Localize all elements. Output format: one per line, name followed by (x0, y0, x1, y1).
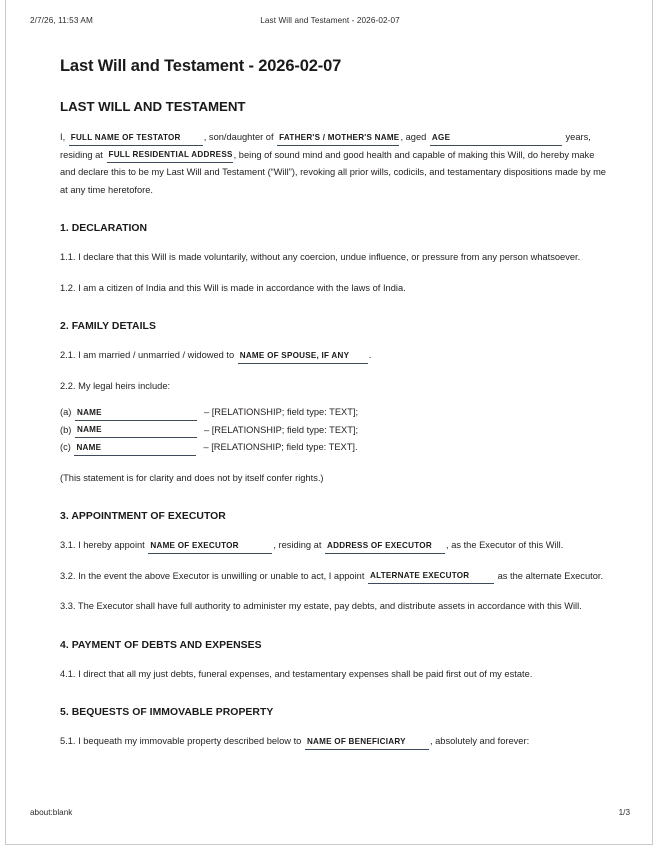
heir-marker-a: (a) (60, 407, 72, 417)
heir-descriptor-a: – [RELATIONSHIP; field type: TEXT]; (203, 407, 359, 417)
field-age[interactable]: AGE (430, 132, 562, 146)
family-details-note: (This statement is for clarity and does not by itself confer rights.) (60, 472, 324, 483)
clause-2-2: 2.2. My legal heirs include: (60, 380, 171, 391)
field-address-of-executor[interactable]: ADDRESS OF EXECUTOR (325, 540, 445, 554)
print-header-datetime: 2/7/26, 11:53 AM (30, 16, 93, 25)
clause-2-1-text-post: . (368, 350, 372, 360)
preamble-text-2: , son/daughter of (203, 132, 274, 142)
clause-2-1 (60, 347, 608, 365)
section-heading-declaration: 1. DECLARATION (60, 223, 148, 234)
legal-heirs-list (60, 404, 608, 457)
heir-descriptor-b: – [RELATIONSHIP; field type: TEXT]; (203, 424, 359, 435)
print-preview-page (5, 0, 653, 845)
print-header (6, 16, 654, 30)
preamble-paragraph (60, 129, 608, 199)
clause-4-1: 4.1. I direct that all my just debts, funeral expenses, and testamentary expenses shall be paid first out of my estate. (60, 668, 533, 679)
field-heir-name-c[interactable]: NAME (74, 442, 196, 456)
section-heading-family-details: 2. FAMILY DETAILS (60, 321, 156, 332)
preamble-text-1: I, (60, 132, 66, 142)
clause-1-1: 1.1. I declare that this Will is made voluntarily, without any coercion, undue influence, or pressure from any person whatsoever. (60, 252, 581, 262)
page-title: Last Will and Testament - 2026-02-07 (60, 57, 342, 75)
print-footer-url: about:blank (30, 808, 73, 817)
document-body (60, 56, 608, 751)
clause-5-1 (60, 733, 608, 751)
clause-3-1-text-pre: 3.1. I hereby appoint (60, 540, 145, 550)
preamble-text-3: , aged (400, 132, 427, 142)
clause-3-1-text-mid: , residing at (273, 540, 322, 550)
clause-5-1-text-post: , absolutely and forever: (429, 736, 530, 746)
print-footer-page-number: 1/3 (618, 808, 630, 817)
clause-3-2 (60, 568, 608, 586)
clause-1-2: 1.2. I am a citizen of India and this Will is made in accordance with the laws of India. (60, 282, 406, 293)
field-name-of-spouse[interactable]: NAME OF SPOUSE, IF ANY (238, 350, 368, 364)
document-subtitle: LAST WILL AND TESTAMENT (60, 99, 246, 114)
heir-marker-c: (c) (60, 442, 71, 452)
heir-descriptor-c: – [RELATIONSHIP; field type: TEXT]. (203, 442, 358, 452)
clause-3-2-text-post: as the alternate Executor. (497, 570, 604, 581)
section-heading-appointment-of-executor: 3. APPOINTMENT OF EXECUTOR (60, 511, 226, 522)
list-item (60, 404, 608, 422)
clause-3-1-text-post: , as the Executor of this Will. (446, 540, 564, 550)
field-heir-name-b[interactable]: NAME (75, 424, 197, 438)
field-full-residential-address[interactable]: FULL RESIDENTIAL ADDRESS (107, 149, 233, 163)
print-footer (6, 808, 654, 822)
field-heir-name-a[interactable]: NAME (75, 407, 197, 421)
clause-5-1-text-pre: 5.1. I bequeath my immovable property described below to (60, 736, 302, 746)
section-heading-bequests-immovable-property: 5. BEQUESTS OF IMMOVABLE PROPERTY (60, 707, 274, 718)
field-name-of-executor[interactable]: NAME OF EXECUTOR (148, 540, 272, 554)
list-item (60, 422, 608, 440)
field-full-name-of-testator[interactable]: FULL NAME OF TESTATOR (69, 132, 203, 146)
section-heading-payment-of-debts: 4. PAYMENT OF DEBTS AND EXPENSES (60, 639, 262, 651)
preamble-text-5: , being of sound mind and good health and capable of making this Will, do hereby make and declare this to be my Last Will and Testament (“Will”), revoking all prior wills, codicils, and testamentary dispositions made by me at any time heretofore. (60, 149, 606, 195)
heir-marker-b: (b) (60, 424, 72, 435)
clause-3-2-text-pre: 3.2. In the event the above Executor is unwilling or unable to act, I appoint (60, 570, 365, 581)
print-header-title: Last Will and Testament - 2026-02-07 (260, 16, 400, 25)
preamble-text-4: years, residing at (60, 132, 591, 160)
clause-3-1 (60, 537, 608, 555)
list-item (60, 439, 608, 457)
clause-2-1-text-pre: 2.1. I am married / unmarried / widowed to (60, 350, 235, 360)
clause-3-3: 3.3. The Executor shall have full authority to administer my estate, pay debts, and distribute assets in accordance with this Will. (60, 601, 582, 611)
field-name-of-beneficiary[interactable]: NAME OF BENEFICIARY (305, 736, 429, 750)
field-parent-name[interactable]: FATHER'S / MOTHER'S NAME (277, 132, 399, 146)
field-alternate-executor[interactable]: ALTERNATE EXECUTOR (368, 570, 494, 584)
